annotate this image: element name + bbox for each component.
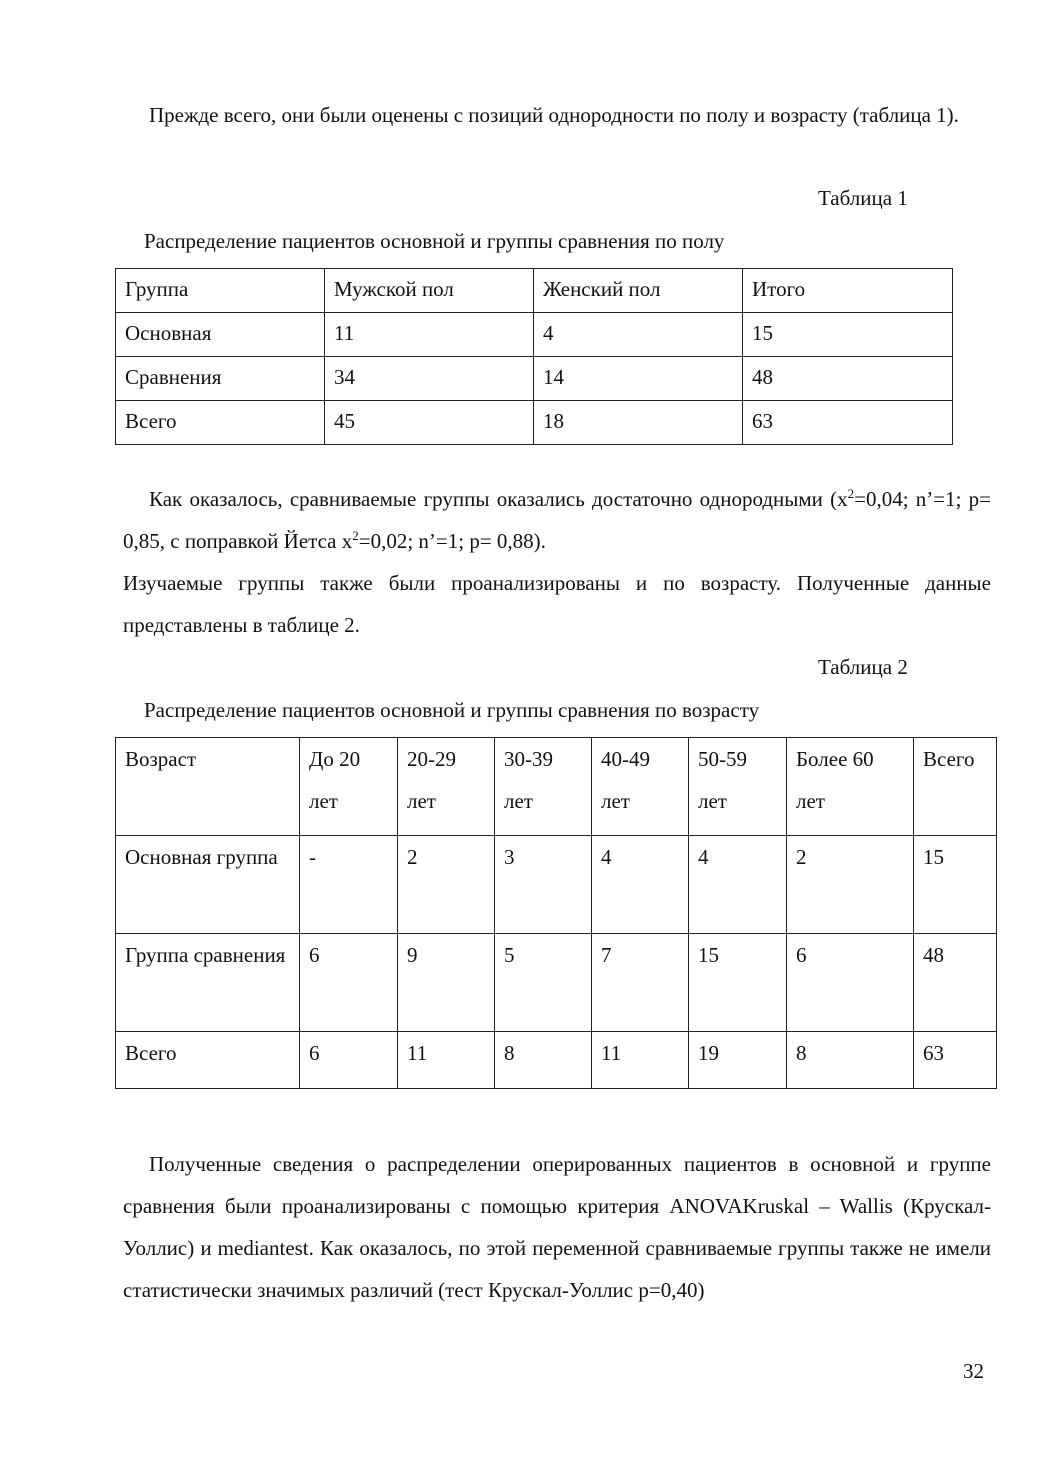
table-header-cell: 30-39 лет: [495, 738, 592, 836]
table-cell: Сравнения: [116, 357, 325, 401]
table-cell: 63: [743, 401, 953, 445]
table1-number: Таблица 1: [818, 186, 908, 210]
table2-number: Таблица 2: [818, 655, 908, 679]
table-sex-distribution: [115, 268, 953, 445]
table-cell: 8: [495, 1032, 592, 1089]
table-cell: 4: [534, 313, 743, 357]
table-cell: 15: [914, 836, 997, 934]
table-header-cell: Итого: [743, 269, 953, 313]
table-cell: 48: [743, 357, 953, 401]
table-cell: 63: [914, 1032, 997, 1089]
table-cell: 45: [325, 401, 534, 445]
table-cell: 48: [914, 934, 997, 1032]
table-cell: 14: [534, 357, 743, 401]
superscript: 2: [352, 528, 359, 543]
table-header-row: [116, 738, 997, 836]
table-row: [116, 357, 953, 401]
table2-title: Распределение пациентов основной и группы сравнения по возрасту: [144, 698, 760, 722]
table-header-cell: 50-59 лет: [689, 738, 787, 836]
paragraph-homogeneity: [123, 478, 991, 562]
table-cell: 15: [743, 313, 953, 357]
table-row: [116, 934, 997, 1032]
table-header-cell: Группа: [116, 269, 325, 313]
table-cell: 3: [495, 836, 592, 934]
table-row: [116, 836, 997, 934]
table-cell: 7: [592, 934, 689, 1032]
table-header-cell: 20-29 лет: [398, 738, 495, 836]
table-cell: Всего: [116, 401, 325, 445]
table-header-row: [116, 269, 953, 313]
table-cell: 11: [325, 313, 534, 357]
table-cell: Основная: [116, 313, 325, 357]
superscript: 2: [847, 486, 855, 501]
table-age-distribution: [115, 737, 997, 1089]
table-header-cell: Более 60 лет: [787, 738, 914, 836]
table-header-cell: Всего: [914, 738, 997, 836]
table-cell: 34: [325, 357, 534, 401]
table-cell: -: [300, 836, 398, 934]
table1-title: Распределение пациентов основной и группы сравнения по полу: [144, 229, 725, 253]
paragraph-age-analysis: Изучаемые группы также были проанализированы и по возрасту. Полученные данные представлены в таблице 2.: [123, 571, 991, 637]
table-row: [116, 401, 953, 445]
table-cell: 9: [398, 934, 495, 1032]
text-fragment: Как оказалось, сравниваемые группы оказались достаточно однородными (х: [149, 487, 848, 511]
table-cell: 6: [787, 934, 914, 1032]
table-cell: 11: [592, 1032, 689, 1089]
table-header-cell: Мужской пол: [325, 269, 534, 313]
table-cell: 6: [300, 934, 398, 1032]
paragraph-kruskal-wallis: Полученные сведения о распределении оперированных пациентов в основной и группе сравнения были проанализированы с помощью критерия ANOVAKruskal – Wallis (Крускал-Уоллис) и mediantest. Как оказалось, по этой переменной сравниваемые группы также не имели статистически значимых различий (тест Крускал-Уоллис p=0,40): [123, 1152, 991, 1302]
table-cell: 4: [592, 836, 689, 934]
table-row: [116, 313, 953, 357]
table-header-cell: Возраст: [116, 738, 300, 836]
table-cell: 11: [398, 1032, 495, 1089]
table-cell: 2: [398, 836, 495, 934]
table-cell: Всего: [116, 1032, 300, 1089]
table-cell: 15: [689, 934, 787, 1032]
table-cell: 19: [689, 1032, 787, 1089]
table-header-cell: Женский пол: [534, 269, 743, 313]
text-fragment: =0,04; n’=1; p= 0,85, с поправкой Йетса х: [123, 487, 991, 553]
table-cell: Группа сравнения: [116, 934, 300, 1032]
table-cell: 8: [787, 1032, 914, 1089]
table-row: [116, 1032, 997, 1089]
table-header-cell: 40-49 лет: [592, 738, 689, 836]
table-cell: 4: [689, 836, 787, 934]
table-cell: 6: [300, 1032, 398, 1089]
text-fragment: =0,02; n’=1; p= 0,88).: [358, 529, 546, 553]
table-cell: 18: [534, 401, 743, 445]
paragraph-intro: Прежде всего, они были оценены с позиций однородности по полу и возрасту (таблица 1).: [149, 103, 959, 127]
table-cell: 2: [787, 836, 914, 934]
table-cell: Основная группа: [116, 836, 300, 934]
table-cell: 5: [495, 934, 592, 1032]
table-header-cell: До 20 лет: [300, 738, 398, 836]
page-number: 32: [963, 1359, 984, 1383]
